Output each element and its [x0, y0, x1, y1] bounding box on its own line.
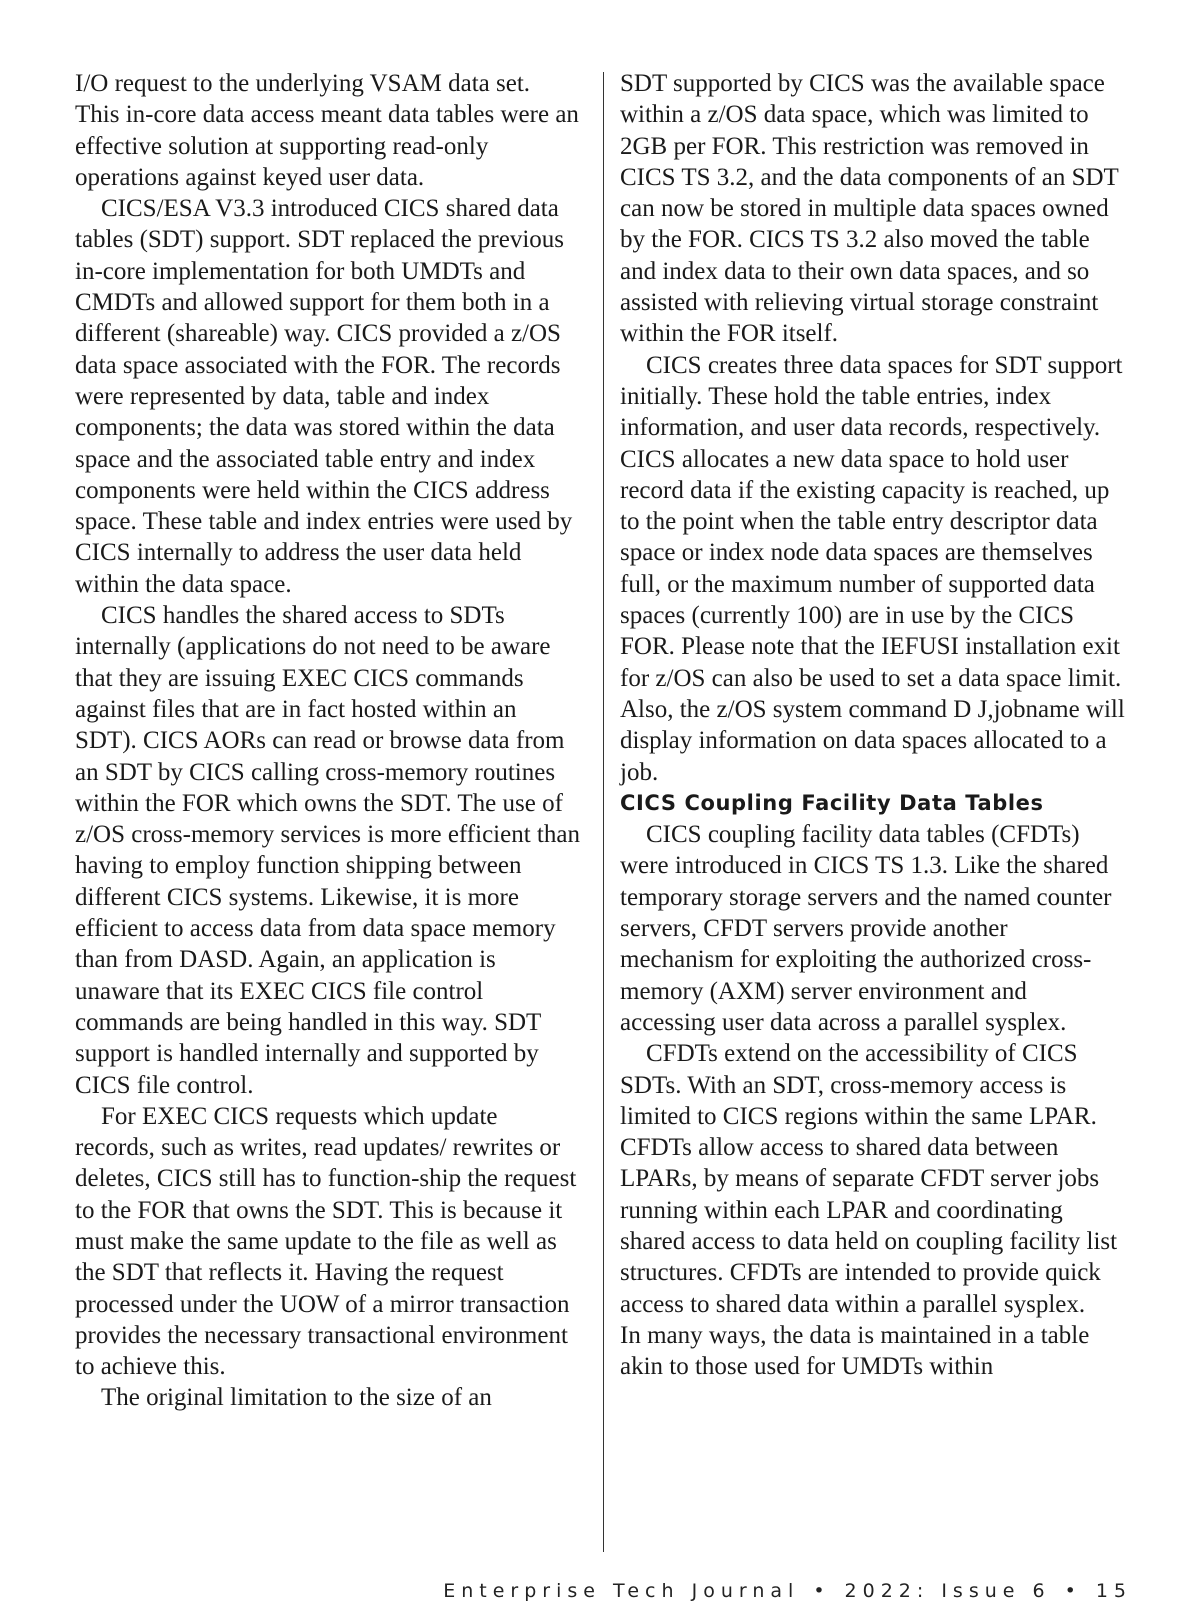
page-number: 15 — [1095, 1580, 1132, 1602]
left-column — [75, 68, 580, 1414]
paragraph: CICS/ESA V3.3 introduced CICS shared data tables (SDT) support. SDT replaced the previous in-core implementation for both UMDTs and CMDTs and allowed support for them both in a different (shareable) way. CICS provided a z/OS data space associated with the FOR. The records were represented by data, table and index components; the data was stored within the data space and the associated table entry and index components were held within the CICS address space. These table and index entries were used by CICS internally to address the user data held within the data space. — [75, 195, 573, 598]
paragraph: In many ways, the data is maintained in a table akin to those used for UMDTs within — [620, 1321, 1090, 1381]
paragraph: CICS coupling facility data tables (CFDTs) were introduced in CICS TS 1.3. Like the shared temporary storage servers and the named counter servers, CFDT servers provide another mechanism for exploiting the authorized cross-memory (AXM) server environment and accessing user data across a parallel sysplex. — [620, 821, 1112, 1036]
separator-bullet: • — [813, 1580, 831, 1602]
paragraph: SDT supported by CICS was the available space within a z/OS data space, which was limited to 2GB per FOR. This restriction was removed in CICS TS 3.2, and the data components of an SDT can now be stored in multiple data spaces owned by the FOR. CICS TS 3.2 also moved the table and index data to their own data spaces, and so assisted with relieving virtual storage constraint within the FOR itself. — [620, 70, 1119, 348]
column-divider — [603, 72, 604, 1552]
issue-label: 2022: Issue 6 — [844, 1580, 1051, 1602]
page-footer — [443, 1580, 1132, 1602]
separator-bullet: • — [1064, 1580, 1082, 1602]
section-heading: CICS Coupling Facility Data Tables — [620, 790, 1044, 815]
paragraph: CICS handles the shared access to SDTs internally (applications do not need to be aware that they are issuing EXEC CICS commands against files that are in fact hosted within an SDT). CICS AORs can read or browse data from an SDT by CICS calling cross-memory routines within the FOR which owns the SDT. The use of z/OS cross-memory services is more efficient than having to employ function shipping between different CICS systems. Likewise, it is more efficient to access data from data space memory than from DASD. Again, an application is unaware that its EXEC CICS file control commands are being handled in this way. SDT support is handled internally and supported by CICS file control. — [75, 602, 580, 1099]
paragraph: For EXEC CICS requests which update records, such as writes, read updates/ rewrites or deletes, CICS still has to function-ship the request to the FOR that owns the SDT. This is because it must make the same update to the file as well as the SDT that reflects it. Having the request processed under the UOW of a mirror transaction provides the necessary transactional environment to achieve this. — [75, 1102, 577, 1381]
right-column — [620, 68, 1125, 1382]
publication-name: Enterprise Tech Journal — [443, 1580, 800, 1602]
paragraph: I/O request to the underlying VSAM data set. This in-core data access meant data tables were an effective solution at supporting read-only operations against keyed user data. — [75, 70, 579, 191]
paragraph: The original limitation to the size of an — [101, 1384, 492, 1412]
paragraph: CICS creates three data spaces for SDT support initially. These hold the table entries, index information, and user data records, respectively. CICS allocates a new data space to hold user record data if the existing capacity is reached, up to the point when the table entry descriptor data space or index node data spaces are themselves full, or the maximum number of supported data spaces (currently 100) are in use by the CICS FOR. Please note that the IEFUSI installation exit for z/OS can also be used to set a data space limit. Also, the z/OS system command D J,jobname will display information on data spaces allocated to a job. — [620, 351, 1125, 786]
paragraph: CFDTs extend on the accessibility of CICS SDTs. With an SDT, cross-memory access is limited to CICS regions within the same LPAR. CFDTs allow access to shared data between LPARs, by means of separate CFDT server jobs running within each LPAR and coordinating shared access to data held on coupling facility list structures. CFDTs are intended to provide quick access to shared data within a parallel sysplex. — [620, 1040, 1118, 1318]
